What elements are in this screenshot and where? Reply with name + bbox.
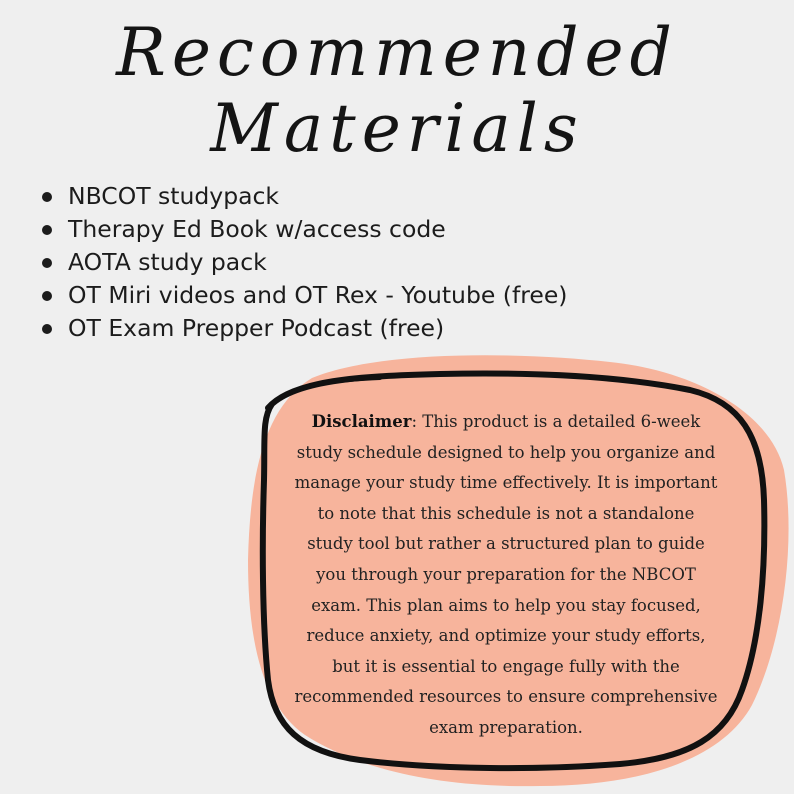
disclaimer-text (294, 407, 718, 744)
list-item-text: Therapy Ed Book w/access code (68, 215, 446, 243)
title-line-1: Recommended (116, 14, 678, 91)
disclaimer-label: Disclaimer (311, 412, 412, 431)
title-line-2: Materials (210, 90, 584, 167)
list-item-text: NBCOT studypack (68, 182, 280, 210)
list-item-text: AOTA study pack (68, 248, 267, 276)
list-item-text: OT Miri videos and OT Rex - Youtube (free) (68, 281, 568, 309)
disclaimer-body: : This product is a detailed 6-week study schedule designed to help you organize and manage your study time effectively. It is important to note that this schedule is not a standalone study tool but rather a structured plan to guide you through your preparation for the NBCOT exam. This plan aims to help you stay focused, reduce anxiety, and optimize your study efforts, but it is essential to engage fully with the recommended resources to ensure comprehensive exam preparation. (294, 412, 718, 737)
list-item-text: OT Exam Prepper Podcast (free) (68, 314, 445, 342)
